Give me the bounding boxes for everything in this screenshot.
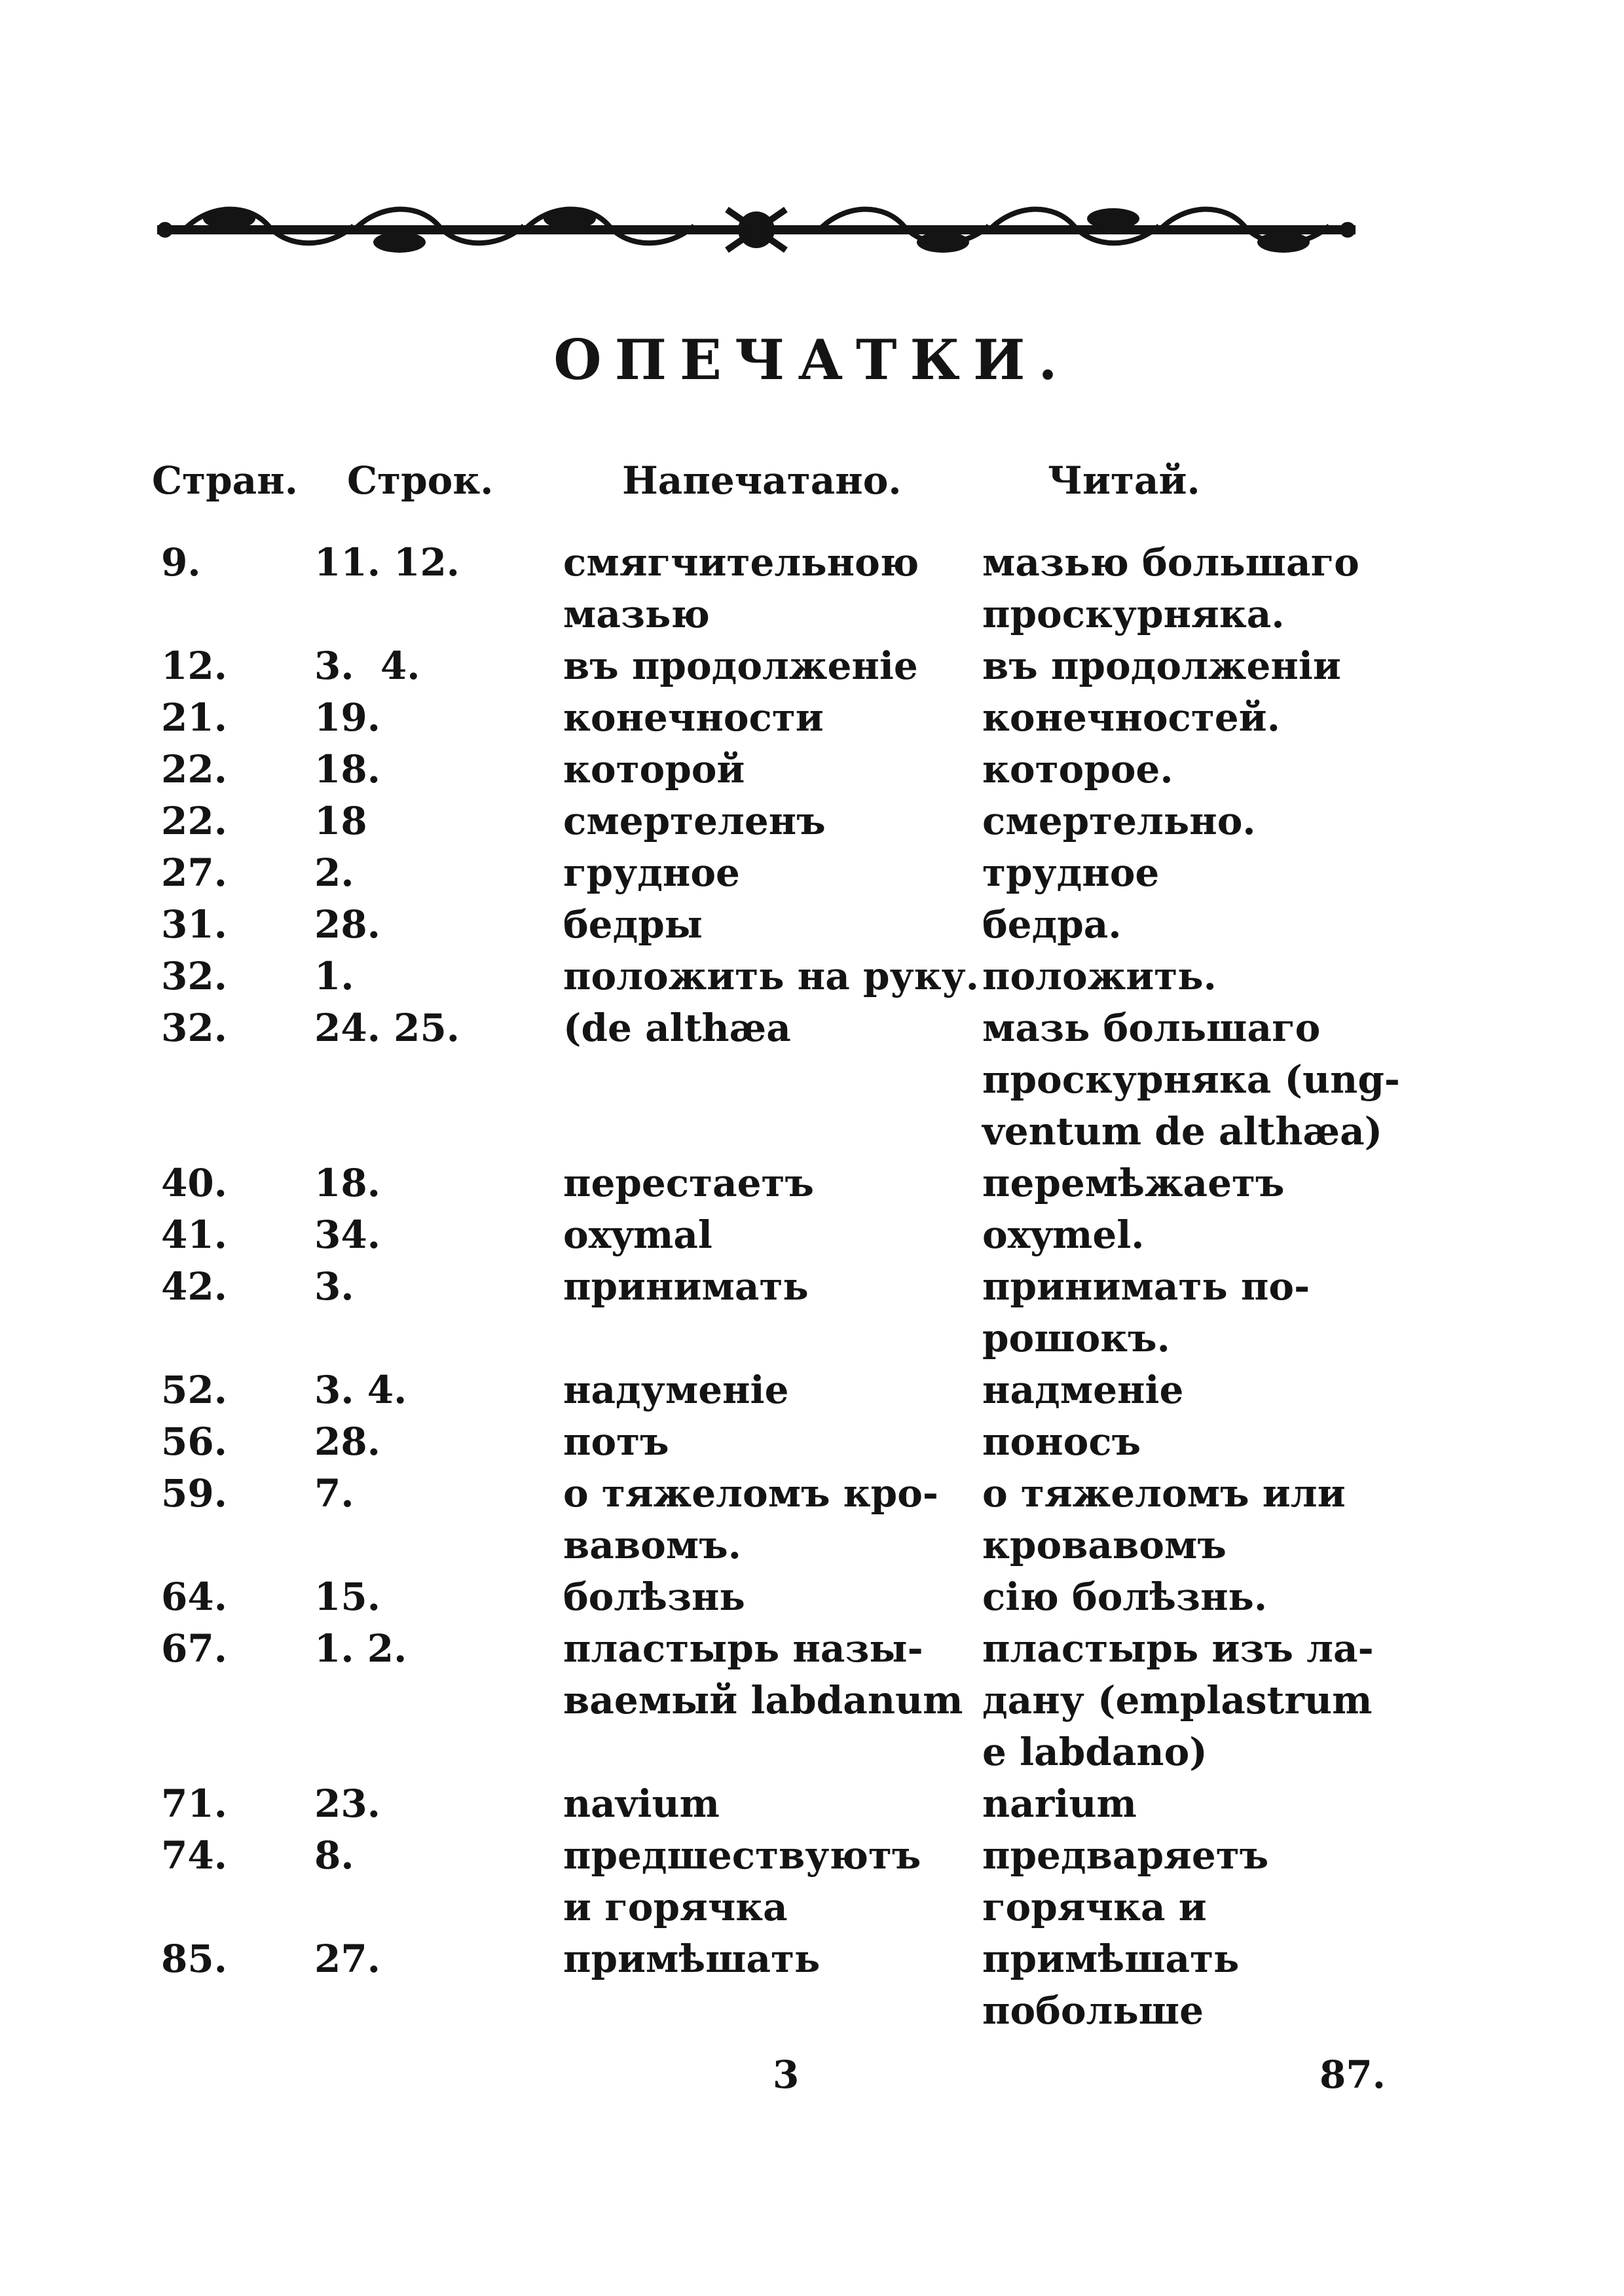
errata-read-cell: принимать по- рошокъ. [982, 1264, 1310, 1360]
errata-page-cell: 56. [161, 1419, 227, 1464]
errata-printed-cell: конечности [563, 695, 824, 740]
errata-line-cell: 3. 4. [314, 1368, 407, 1412]
errata-line-cell: 27. [314, 1937, 380, 1981]
errata-line-cell: 3. 4. [314, 644, 420, 688]
errata-line-cell: 1. [314, 954, 354, 998]
errata-line-cell: 19. [314, 695, 380, 740]
errata-printed-cell: которой [563, 747, 745, 792]
errata-page-cell: 32. [161, 954, 227, 998]
errata-page-cell: 32. [161, 1006, 227, 1050]
errata-read-cell: трудное [982, 850, 1160, 895]
column-header-read: Читай. [1048, 458, 1200, 503]
errata-page-cell: 42. [161, 1264, 227, 1309]
errata-printed-cell: о тяжеломъ кро- вавомъ. [563, 1471, 938, 1567]
signature-mark: 3 [773, 2052, 800, 2097]
errata-printed-cell: предшествуютъ и горячка [563, 1833, 921, 1929]
errata-page-cell: 74. [161, 1833, 227, 1878]
errata-read-cell: примѣшать побольше [982, 1937, 1240, 2033]
errata-printed-cell: грудное [563, 850, 740, 895]
errata-page-cell: 71. [161, 1781, 227, 1826]
errata-read-cell: перемѣжаетъ [982, 1161, 1285, 1205]
page-number: 87. [1320, 2052, 1386, 2097]
errata-page-cell: 9. [161, 540, 201, 585]
errata-printed-cell: navium [563, 1781, 720, 1826]
errata-read-cell: мазью большаго проскурняка. [982, 540, 1359, 636]
errata-read-cell: надменіе [982, 1368, 1184, 1412]
errata-line-cell: 15. [314, 1575, 380, 1619]
errata-read-cell: смертельно. [982, 799, 1256, 843]
errata-printed-cell: примѣшать [563, 1937, 821, 1981]
errata-read-cell: конечностей. [982, 695, 1280, 740]
errata-printed-cell: пластырь назы- ваемый labdanum [563, 1626, 963, 1722]
errata-line-cell: 24. 25. [314, 1006, 460, 1050]
errata-printed-cell: потъ [563, 1419, 669, 1464]
errata-line-cell: 18 [314, 799, 367, 843]
errata-line-cell: 1. 2. [314, 1626, 407, 1671]
errata-read-cell: предваряетъ горячка и [982, 1833, 1269, 1929]
errata-read-cell: въ продолженіи [982, 644, 1341, 688]
errata-line-cell: 7. [314, 1471, 354, 1516]
errata-line-cell: 28. [314, 902, 380, 947]
errata-read-cell: поносъ [982, 1419, 1141, 1464]
errata-line-cell: 11. 12. [314, 540, 460, 585]
errata-printed-cell: надуменіе [563, 1368, 789, 1412]
errata-printed-cell: oxymal [563, 1212, 712, 1257]
errata-printed-cell: болѣзнь [563, 1575, 745, 1619]
errata-line-cell: 34. [314, 1212, 380, 1257]
errata-printed-cell: въ продолженіе [563, 644, 918, 688]
errata-printed-cell: положить на руку. [563, 954, 979, 998]
errata-read-cell: oxymel. [982, 1212, 1145, 1257]
errata-line-cell: 3. [314, 1264, 354, 1309]
errata-line-cell: 23. [314, 1781, 380, 1826]
errata-page-cell: 64. [161, 1575, 227, 1619]
errata-read-cell: сію болѣзнь. [982, 1575, 1268, 1619]
errata-page-cell: 12. [161, 644, 227, 688]
errata-read-cell: положить. [982, 954, 1217, 998]
errata-page-cell: 31. [161, 902, 227, 947]
column-header-line: Строк. [347, 458, 494, 503]
errata-page-cell: 52. [161, 1368, 227, 1412]
errata-read-cell: бедра. [982, 902, 1122, 947]
errata-read-cell: мазь большаго проскурняка (ung- ventum de althæa) [982, 1006, 1400, 1154]
errata-page-cell: 85. [161, 1937, 227, 1981]
errata-page-cell: 59. [161, 1471, 227, 1516]
errata-page-cell: 67. [161, 1626, 227, 1671]
errata-printed-cell: смягчительною мазью [563, 540, 919, 636]
errata-printed-cell: бедры [563, 902, 703, 947]
errata-printed-cell: перестаетъ [563, 1161, 814, 1205]
errata-page-cell: 41. [161, 1212, 227, 1257]
errata-line-cell: 18. [314, 747, 380, 792]
errata-line-cell: 28. [314, 1419, 380, 1464]
errata-printed-cell: принимать [563, 1264, 809, 1309]
errata-line-cell: 8. [314, 1833, 354, 1878]
errata-printed-cell: (de althæa [563, 1006, 791, 1050]
errata-line-cell: 2. [314, 850, 354, 895]
errata-page-cell: 40. [161, 1161, 227, 1205]
errata-read-cell: которое. [982, 747, 1173, 792]
errata-page-cell: 21. [161, 695, 227, 740]
errata-read-cell: о тяжеломъ или кровавомъ [982, 1471, 1346, 1567]
decorative-border-ornament [157, 196, 1356, 275]
errata-read-cell: пластырь изъ ла- дану (emplastrum e labdano) [982, 1626, 1374, 1774]
errata-read-cell: narium [982, 1781, 1137, 1826]
errata-printed-cell: смертеленъ [563, 799, 826, 843]
errata-line-cell: 18. [314, 1161, 380, 1205]
column-header-printed: Напечатано. [622, 458, 902, 503]
errata-page-cell: 22. [161, 799, 227, 843]
column-header-page: Стран. [152, 458, 298, 503]
errata-page-cell: 27. [161, 850, 227, 895]
page-title: ОПЕЧАТКИ. [553, 327, 1071, 392]
errata-page-cell: 22. [161, 747, 227, 792]
